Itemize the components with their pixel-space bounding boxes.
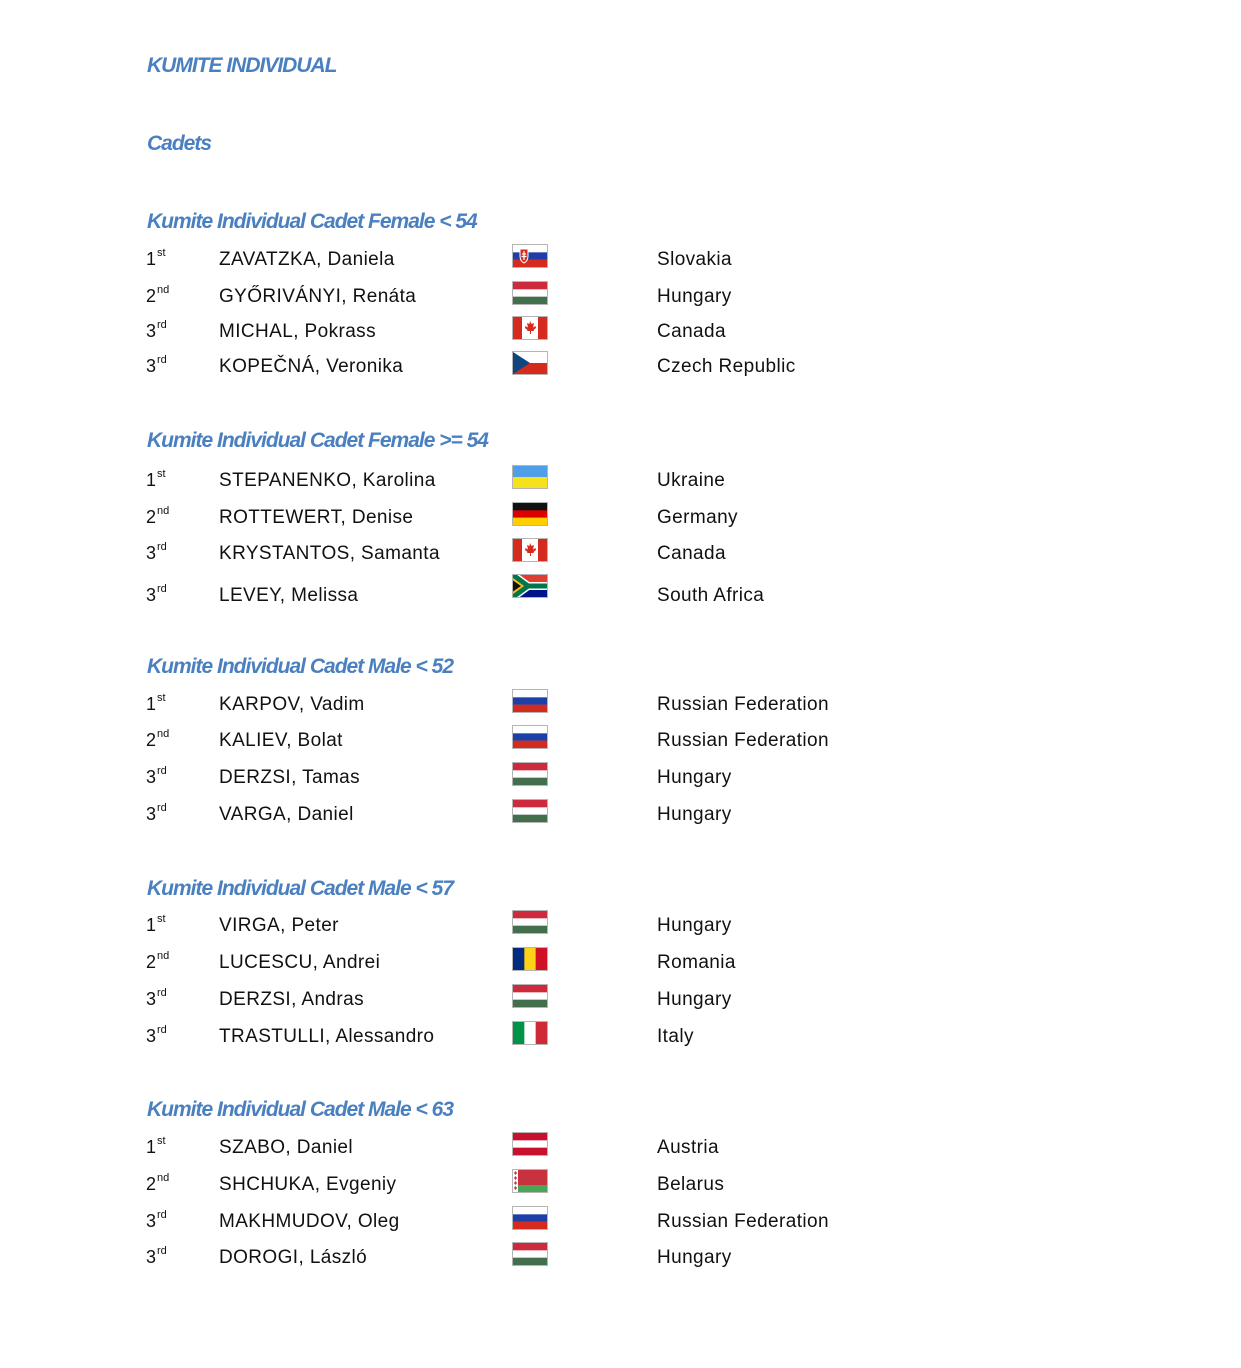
czech-flag-icon <box>512 351 548 375</box>
result-row <box>0 316 1241 346</box>
place: 2nd <box>146 284 170 306</box>
athlete-name: MICHAL, Pokrass <box>219 321 376 342</box>
south-africa-flag-icon <box>512 574 548 598</box>
country-name: Russian Federation <box>657 730 829 751</box>
athlete-name: DERZSI, Andras <box>219 989 364 1010</box>
russia-flag-icon <box>512 1206 548 1230</box>
place: 3rd <box>146 541 167 563</box>
italy-flag-icon <box>512 1021 548 1045</box>
section-heading-cadets: Cadets <box>147 132 212 155</box>
result-row <box>0 910 1241 940</box>
athlete-name: KARPOV, Vadim <box>219 694 365 715</box>
place: 1st <box>146 468 166 490</box>
result-row <box>0 689 1241 719</box>
athlete-name: LUCESCU, Andrei <box>219 952 381 973</box>
ukraine-flag-icon <box>512 465 548 489</box>
athlete-name: MAKHMUDOV, Oleg <box>219 1211 400 1232</box>
country-name: Italy <box>657 1026 694 1047</box>
place: 3rd <box>146 354 167 376</box>
result-row <box>0 1132 1241 1162</box>
result-row <box>0 574 1241 604</box>
athlete-name: LEVEY, Melissa <box>219 585 359 606</box>
athlete-name: DOROGI, László <box>219 1247 368 1268</box>
athlete-name: KRYSTANTOS, Samanta <box>219 543 440 564</box>
result-row <box>0 725 1241 755</box>
place: 3rd <box>146 319 167 341</box>
result-row <box>0 1169 1241 1199</box>
athlete-name: ZAVATZKA, Daniela <box>219 249 395 270</box>
canada-flag-icon <box>512 316 548 340</box>
russia-flag-icon <box>512 725 548 749</box>
place: 3rd <box>146 802 167 824</box>
canada-flag-icon <box>512 538 548 562</box>
athlete-name: SHCHUKA, Evgeniy <box>219 1174 397 1195</box>
country-name: South Africa <box>657 585 765 606</box>
hungary-flag-icon <box>512 762 548 786</box>
place: 1st <box>146 1135 166 1157</box>
country-name: Hungary <box>657 804 732 825</box>
category-title: Kumite Individual Cadet Male < 52 <box>147 655 454 678</box>
result-row <box>0 538 1241 568</box>
place: 3rd <box>146 765 167 787</box>
result-row <box>0 947 1241 977</box>
country-name: Canada <box>657 543 726 564</box>
athlete-name: STEPANENKO, Karolina <box>219 470 436 491</box>
place: 2nd <box>146 728 170 750</box>
hungary-flag-icon <box>512 910 548 934</box>
category-title: Kumite Individual Cadet Male < 57 <box>147 877 454 900</box>
place: 2nd <box>146 950 170 972</box>
austria-flag-icon <box>512 1132 548 1156</box>
athlete-name: KOPEČNÁ, Veronika <box>219 356 404 377</box>
hungary-flag-icon <box>512 984 548 1008</box>
page-heading: KUMITE INDIVIDUAL <box>147 54 337 77</box>
athlete-name: ROTTEWERT, Denise <box>219 507 414 528</box>
country-name: Belarus <box>657 1174 725 1195</box>
country-name: Ukraine <box>657 470 726 491</box>
country-name: Hungary <box>657 1247 732 1268</box>
hungary-flag-icon <box>512 281 548 305</box>
athlete-name: VARGA, Daniel <box>219 804 354 825</box>
result-row <box>0 351 1241 381</box>
country-name: Hungary <box>657 286 732 307</box>
country-name: Romania <box>657 952 736 973</box>
hungary-flag-icon <box>512 799 548 823</box>
athlete-name: DERZSI, Tamas <box>219 767 361 788</box>
category-title: Kumite Individual Cadet Female >= 54 <box>147 429 488 452</box>
country-name: Russian Federation <box>657 694 829 715</box>
place: 3rd <box>146 1024 167 1046</box>
country-name: Canada <box>657 321 726 342</box>
athlete-name: SZABO, Daniel <box>219 1137 354 1158</box>
country-name: Hungary <box>657 915 732 936</box>
place: 3rd <box>146 1209 167 1231</box>
athlete-name: GYŐRIVÁNYI, Renáta <box>219 286 417 307</box>
result-row <box>0 1206 1241 1236</box>
place: 1st <box>146 247 166 269</box>
place: 3rd <box>146 987 167 1009</box>
russia-flag-icon <box>512 689 548 713</box>
country-name: Slovakia <box>657 249 733 270</box>
place: 3rd <box>146 1245 167 1267</box>
germany-flag-icon <box>512 502 548 526</box>
result-row <box>0 762 1241 792</box>
result-row <box>0 1021 1241 1051</box>
place: 2nd <box>146 1172 170 1194</box>
result-row <box>0 244 1241 274</box>
place: 1st <box>146 692 166 714</box>
category-title: Kumite Individual Cadet Female < 54 <box>147 210 477 233</box>
result-row <box>0 281 1241 311</box>
athlete-name: TRASTULLI, Alessandro <box>219 1026 435 1047</box>
result-row <box>0 1242 1241 1272</box>
belarus-flag-icon <box>512 1169 548 1193</box>
country-name: Russian Federation <box>657 1211 829 1232</box>
country-name: Hungary <box>657 767 732 788</box>
athlete-name: VIRGA, Peter <box>219 915 339 936</box>
country-name: Hungary <box>657 989 732 1010</box>
result-row <box>0 799 1241 829</box>
hungary-flag-icon <box>512 1242 548 1266</box>
place: 1st <box>146 913 166 935</box>
place: 2nd <box>146 505 170 527</box>
category-title: Kumite Individual Cadet Male < 63 <box>147 1098 454 1121</box>
slovakia-flag-icon <box>512 244 548 268</box>
athlete-name: KALIEV, Bolat <box>219 730 343 751</box>
result-row <box>0 984 1241 1014</box>
result-row <box>0 465 1241 495</box>
country-name: Czech Republic <box>657 356 796 377</box>
country-name: Austria <box>657 1137 719 1158</box>
result-row <box>0 502 1241 532</box>
romania-flag-icon <box>512 947 548 971</box>
place: 3rd <box>146 583 167 605</box>
country-name: Germany <box>657 507 738 528</box>
